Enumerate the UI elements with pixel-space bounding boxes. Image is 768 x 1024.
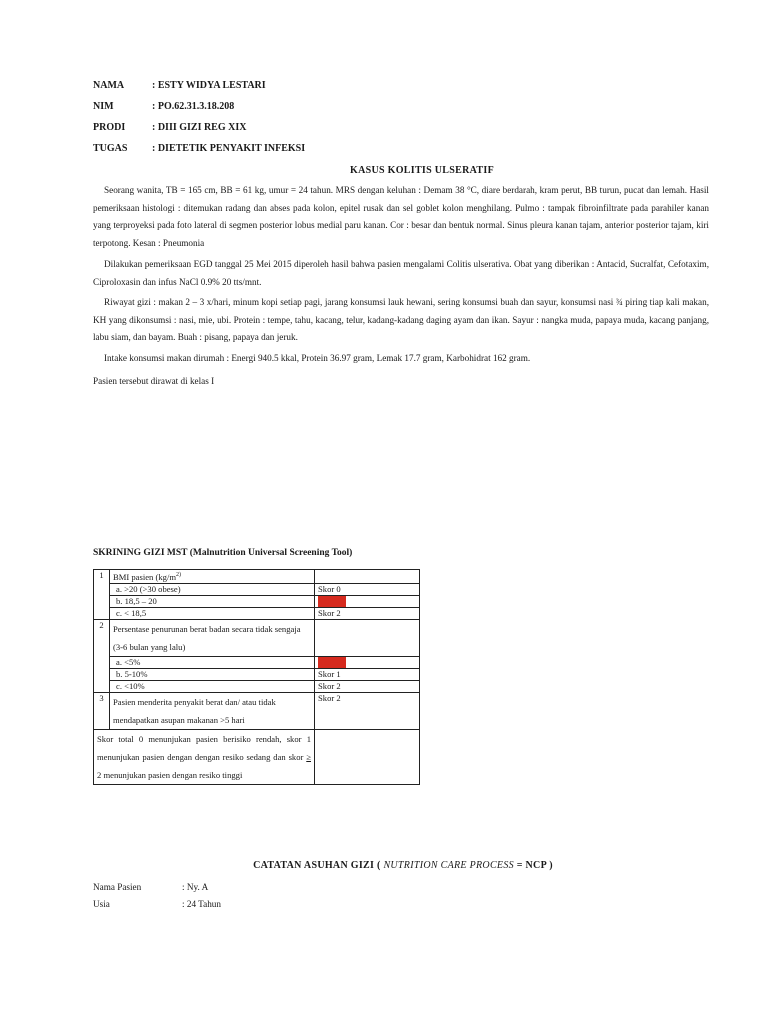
score-cell: Skor 1 <box>315 668 420 680</box>
case-title: KASUS KOLITIS ULSERATIF <box>350 165 494 176</box>
note-text: Skor total 0 menunjukan pasien berisiko rendah, skor 1 menunjukan pasien dengan dengan resiko sedang dan skor <box>97 733 311 762</box>
question-text: Pasien menderita penyakit berat dan/ atau tidak mendapatkan asupan makanan >5 hari <box>110 692 315 729</box>
option-label: b. 18,5 – 20 <box>110 595 315 607</box>
table-row <box>94 570 420 584</box>
field-value: : ESTY WIDYA LESTARI <box>152 80 266 91</box>
table-row <box>94 729 420 784</box>
case-paragraph-4: Intake konsumsi makan dirumah : Energi 940.5 kkal, Protein 36.97 gram, Lemak 17.7 gram, Karbohidrat 162 gram. <box>104 353 531 363</box>
case-paragraph-3: Riwayat gizi : makan 2 – 3 x/hari, minum kopi setiap pagi, jarang konsumsi lauk hewani, sering konsumsi buah dan sayur, konsumsi nasi ¾ piring tiap kali makan, KH yang dikonsumsi : nasi, mie, ubi. Protein : tempe, tahu, kacang, telur, kadang-kadang daging ayam dan ikan. Sayur : nangka muda, papaya muda, kacang panjang, labu siam, dan bayam. Buah : pisang, papaya dan jeruk. <box>93 297 709 342</box>
field-label: Nama Pasien <box>93 882 142 892</box>
field-label: NIM <box>93 101 114 112</box>
table-row <box>94 583 420 595</box>
ncp-title-post: = NCP ) <box>513 860 553 871</box>
score-cell-highlighted <box>315 656 420 668</box>
mst-table <box>93 569 420 785</box>
table-row <box>94 692 420 729</box>
case-closing: Pasien tersebut dirawat di kelas I <box>93 376 215 386</box>
field-label: Usia <box>93 899 110 909</box>
ncp-title-italic: NUTRITION CARE PROCESS <box>383 860 514 871</box>
field-value: : 24 Tahun <box>182 899 221 909</box>
table-row <box>94 680 420 692</box>
score-cell: Skor 2 <box>315 607 420 619</box>
field-label: TUGAS <box>93 143 128 154</box>
option-label: c. <10% <box>110 680 315 692</box>
superscript: 2) <box>176 572 182 578</box>
score-cell-empty <box>315 570 420 584</box>
field-value: : Ny. A <box>182 882 209 892</box>
case-paragraph-1: Seorang wanita, TB = 165 cm, BB = 61 kg, umur = 24 tahun. MRS dengan keluhan : Demam 38 °C, diare berdarah, kram perut, BB turun, pucat dan lemah. Hasil pemeriksaan histologi : ditemukan radang dan abses pada kolon, epitel rusak dan sel goblet kolon menghilang. Pulmo : tampak fibroinfiltrate pada parahiler kanan yang terproyeksi pada foto lateral di segmen posterior lobus medial paru kanan. Cor : besar dan bentuk normal. Sinus pleura kanan tajam, anterior posterior tajam, kiri terpotong. Kesan : Pneumonia <box>93 185 709 248</box>
field-label: PRODI <box>93 122 126 133</box>
score-cell-empty <box>315 619 420 656</box>
field-value: : DIII GIZI REG XIX <box>152 122 247 133</box>
table-row <box>94 668 420 680</box>
question-text: Persentase penurunan berat badan secara tidak sengaja (3-6 bulan yang lalu) <box>110 619 315 656</box>
note-text: 2 menunjukan pasien dengan resiko tinggi <box>97 769 243 780</box>
table-row <box>94 595 420 607</box>
ncp-title <box>0 860 768 871</box>
option-label: b. 5-10% <box>110 668 315 680</box>
score-cell: Skor 2 <box>315 692 420 729</box>
score-cell-highlighted <box>315 595 420 607</box>
table-row <box>94 656 420 668</box>
question-number: 1 <box>94 570 110 620</box>
score-note <box>94 729 315 784</box>
case-paragraph-2: Dilakukan pemeriksaan EGD tanggal 25 Mei 2015 diperoleh hasil bahwa pasien mengalami Colitis ulserativa. Obat yang diberikan : Antacid, Sucralfat, Cefotaxim, Ciproloxasin dan infus NaCl 0.9% 20 tts/mnt. <box>93 259 709 287</box>
score-cell: Skor 0 <box>315 583 420 595</box>
option-label: c. < 18,5 <box>110 607 315 619</box>
mst-title: SKRINING GIZI MST (Malnutrition Universal Screening Tool) <box>93 548 353 558</box>
score-cell: Skor 2 <box>315 680 420 692</box>
question-label: BMI pasien (kg/m <box>113 571 177 582</box>
table-row <box>94 607 420 619</box>
question-number: 2 <box>94 619 110 692</box>
score-highlight: Skor 0 <box>318 657 346 668</box>
score-cell-empty <box>315 729 420 784</box>
question-number: 3 <box>94 692 110 729</box>
option-label: a. <5% <box>110 656 315 668</box>
field-label: NAMA <box>93 80 125 91</box>
ncp-title-pre: CATATAN ASUHAN GIZI ( <box>253 860 384 871</box>
question-text <box>110 570 315 584</box>
table-row <box>94 619 420 656</box>
field-value: : PO.62.31.3.18.208 <box>152 101 235 112</box>
score-highlight: Skor 1 <box>318 596 346 607</box>
option-label: a. >20 (>30 obese) <box>110 583 315 595</box>
field-value: : DIETETIK PENYAKIT INFEKSI <box>152 143 306 154</box>
gte-symbol: ≥ <box>306 751 311 762</box>
